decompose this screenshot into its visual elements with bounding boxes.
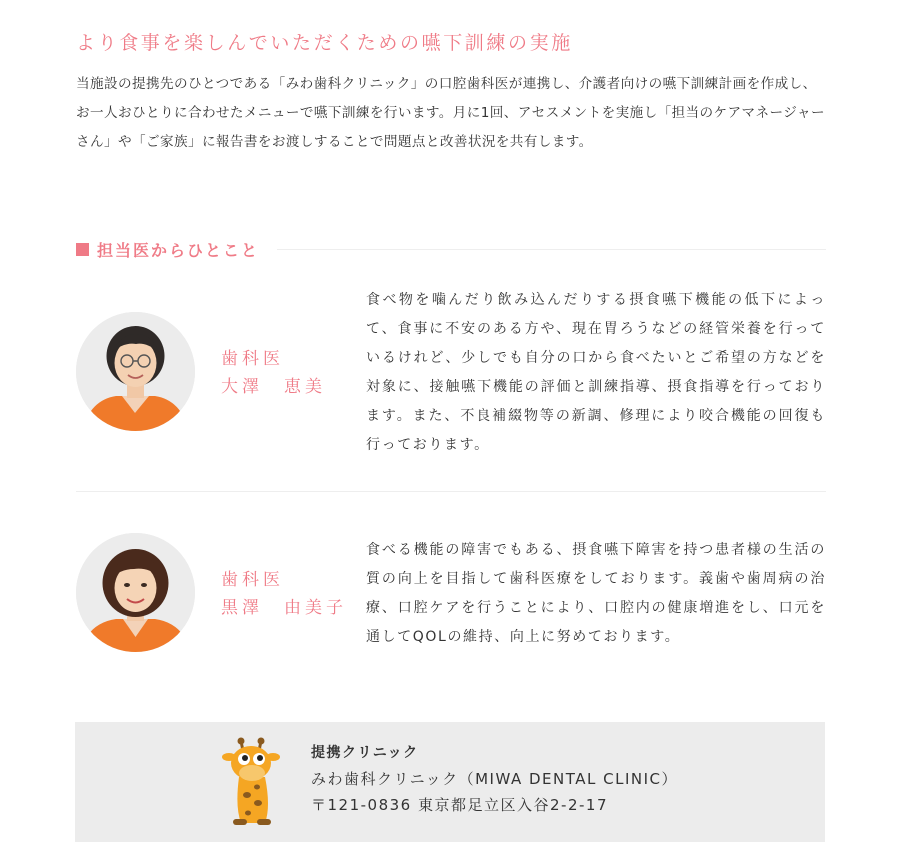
partner-clinic-panel (75, 722, 825, 842)
doctor-card (76, 286, 826, 476)
giraffe-mascot-icon (219, 737, 285, 825)
square-bullet-icon (76, 243, 89, 256)
doctor-photo (76, 533, 195, 652)
clinic-heading: 提携クリニック (311, 745, 419, 761)
heading-rule (277, 249, 826, 250)
doctor-message: 食べる機能の障害でもある、摂食嚥下障害を持つ患者様の生活の質の向上を目指して歯科医療をしております。義歯や歯周病の治療、口腔ケアを行うことにより、口腔内の健康増進をし、口元を通してQOLの維持、向上に努めております。 (366, 542, 826, 645)
doctors-heading-label: 担当医からひとこと (97, 240, 260, 260)
doctor-name: 黒澤 由美子 (221, 598, 347, 618)
clinic-name: みわ歯科クリニック（MIWA DENTAL CLINIC） (311, 770, 679, 788)
doctors-heading (76, 236, 826, 262)
doctor-card (76, 536, 826, 666)
doctor-role: 歯科医 (221, 570, 284, 590)
doctor-message: 食べ物を噛んだり飲み込んだりする摂食嚥下機能の低下によって、食事に不安のある方や、現在胃ろうなどの経管栄養を行っているけれど、少しでも自分の口から食べたいとご希望の方などを対象に、接触嚥下機能の評価と訓練指導、摂食指導を行っております。また、不良補綴物等の新調、修理により咬合機能の回復も行っております。 (366, 292, 826, 453)
doctor-photo (76, 312, 195, 431)
intro-text: 当施設の提携先のひとつである「みわ歯科クリニック」の口腔歯科医が連携し、介護者向けの嚥下訓練計画を作成し、お一人おひとりに合わせたメニューで嚥下訓練を行います。月に1回、アセスメントを実施し「担当のケアマネージャーさん」や「ご家族」に報告書をお渡しすることで問題点と改善状況を共有します。 (76, 76, 825, 150)
doctor-role: 歯科医 (221, 349, 284, 369)
clinic-address: 〒121-0836 東京都足立区入谷2-2-17 (311, 796, 608, 814)
doctor-name: 大澤 恵美 (221, 377, 326, 397)
card-divider (76, 491, 826, 492)
section-title: より食事を楽しんでいただくための嚥下訓練の実施 (76, 32, 573, 54)
